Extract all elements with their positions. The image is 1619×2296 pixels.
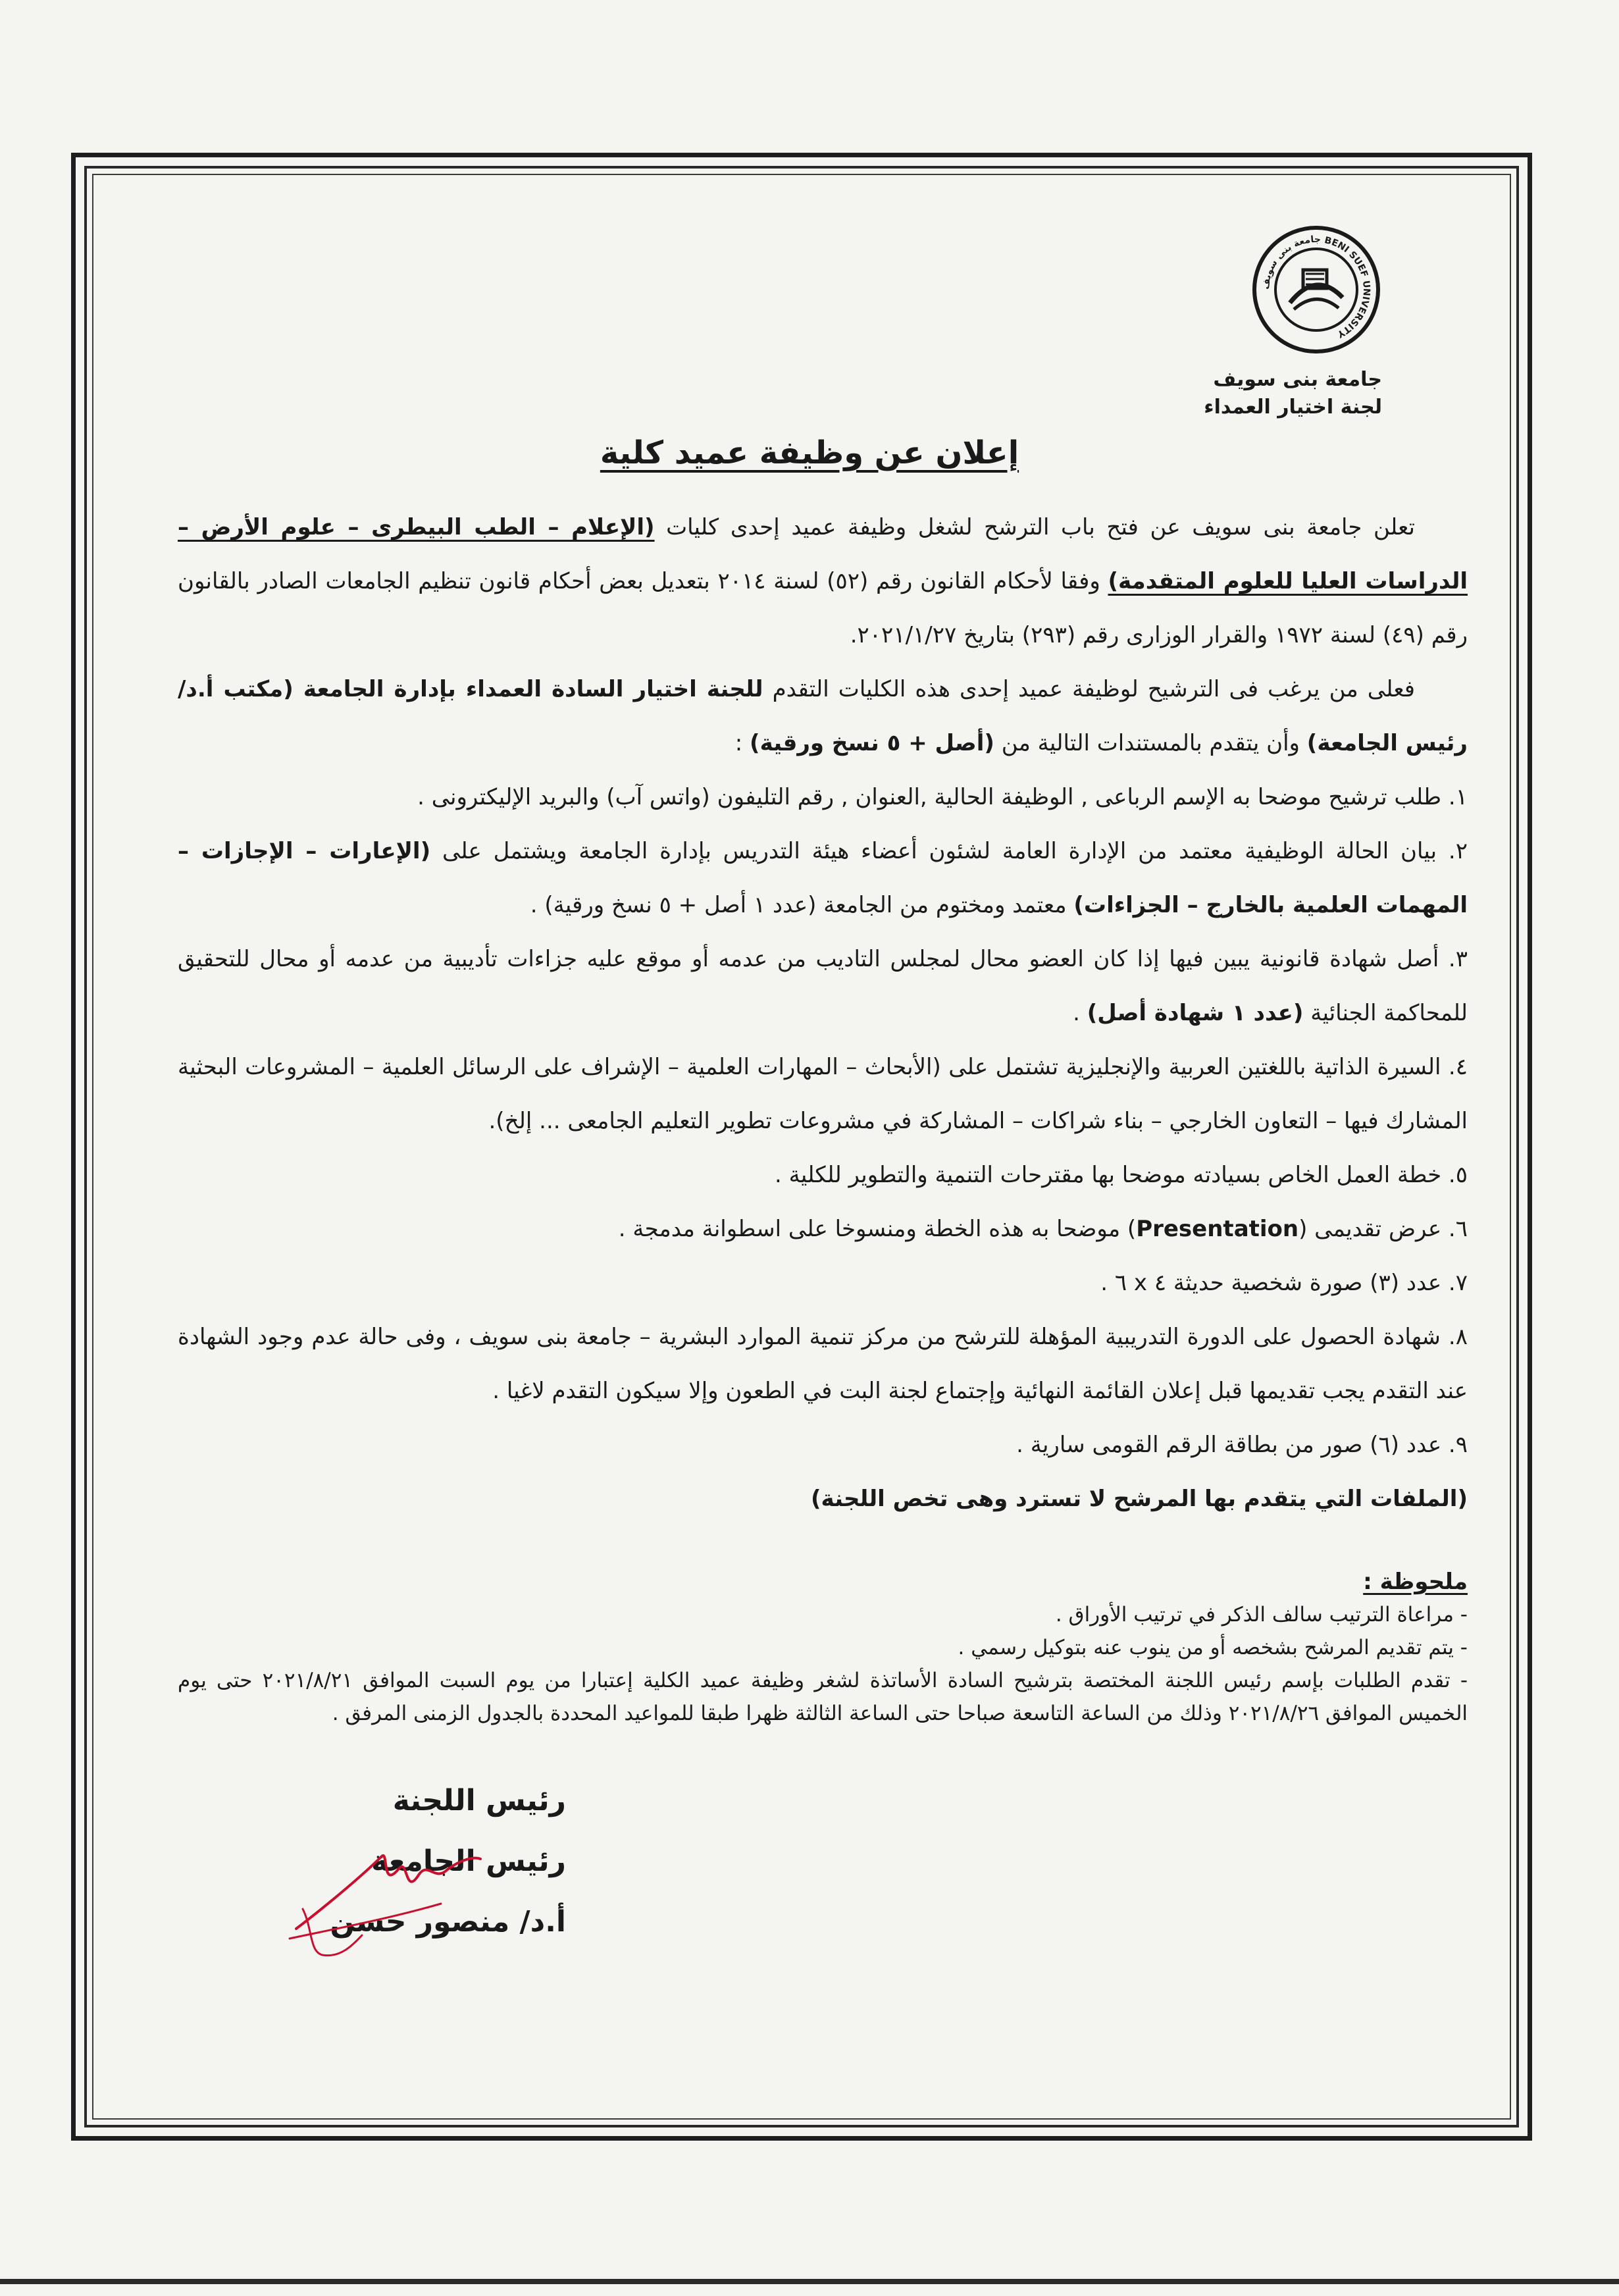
list-item-text: ) موضحا به هذه الخطة ومنسوخا على اسطوانة مدمجة . — [618, 1216, 1137, 1242]
handwritten-signature-icon — [283, 1830, 494, 1968]
university-header — [1145, 366, 1382, 421]
committee-office: للجنة اختيار السادة العمداء بإدارة الجامعة (مكتب أ.د/ رئيس الجامعة) — [178, 676, 1468, 756]
list-item — [178, 932, 1468, 1040]
page-title: إعلان عن وظيفة عميد كلية — [600, 434, 1019, 471]
list-item-emphasis: (عدد ١ شهادة أصل) — [1087, 1000, 1304, 1026]
list-item-text: . — [1073, 1000, 1087, 1026]
notes-title: ملحوظة : — [1363, 1569, 1468, 1595]
committee-name: لجنة اختيار العمداء — [1204, 396, 1382, 419]
intro-paragraph — [178, 500, 1468, 662]
presentation-word: Presentation — [1136, 1216, 1299, 1242]
university-name: جامعة بنى سويف — [1213, 368, 1382, 391]
university-seal-icon — [1250, 224, 1382, 355]
bottom-scan-edge — [0, 2279, 1619, 2284]
list-item: ٧. عدد (٣) صورة شخصية حديثة ٤ x ٦ . — [1100, 1270, 1468, 1296]
list-item-text: ٢. بيان الحالة الوظيفية معتمد من الإدارة العامة لشئون أعضاء هيئة التدريس بإدارة الجامعة ويشتمل على — [430, 838, 1468, 864]
intro-law-text: وفقا لأحكام القانون رقم (٥٢) لسنة ٢٠١٤ بتعديل بعض أحكام قانون تنظيم الجامعات الصادر بالقانون رقم (٤٩) لسنة ١٩٧٢ والقرار الوزارى رقم (٢٩٣) بتاريخ ٢٠٢١/١/٢٧. — [178, 568, 1468, 648]
colleges-list: (الإعلام – الطب البيطرى – علوم الأرض – الدراسات العليا للعلوم المتقدمة) — [178, 514, 1468, 594]
list-item-text: ٦. عرض تقديمى ( — [1298, 1216, 1468, 1242]
signature-role-committee: رئيس اللجنة — [392, 1784, 566, 1817]
list-item: ١. طلب ترشيح موضحا به الإسم الرباعى , الوظيفة الحالية ,العنوان , رقم التليفون (واتس آب) والبريد الإليكترونى . — [417, 784, 1468, 810]
copies-required: (أصل + ٥ نسخ ورقية) — [750, 730, 994, 756]
announcement-body — [178, 500, 1468, 1526]
list-item: ٥. خطة العمل الخاص بسيادته موضحا بها مقترحات التنمية والتطوير للكلية . — [774, 1162, 1468, 1188]
list-item: ٤. السيرة الذاتية باللغتين العربية والإنجليزية تشتمل على (الأبحاث – المهارات العلمية – الإشراف على الرسائل العلمية – المشروعات البحثية المشارك فيها – التعاون الخارجي – بناء شراكات – المشاركة في مشروعات تطوير التعليم الجامعى ... إلخ). — [178, 1054, 1468, 1134]
list-item — [178, 1202, 1468, 1256]
list-item — [178, 824, 1468, 932]
closing-note: (الملفات التي يتقدم بها المرشح لا تسترد وهى تخص اللجنة) — [811, 1486, 1468, 1512]
note-item: - مراعاة الترتيب سالف الذكر في ترتيب الأوراق . — [1055, 1603, 1468, 1627]
note-item: - يتم تقديم المرشح بشخصه أو من ينوب عنه بتوكيل رسمي . — [958, 1636, 1468, 1659]
signatory-name: أ.د/ منصور حسن — [330, 1905, 566, 1939]
seal-text: جامعة بنى سويف BENI SUEF UNIVERSITY — [1260, 234, 1372, 340]
notes-section — [178, 1565, 1468, 1730]
application-text: فعلى من يرغب فى الترشيح لوظيفة عميد إحدى هذه الكليات التقدم — [763, 676, 1415, 702]
application-paragraph — [178, 662, 1468, 770]
list-item-text: معتمد ومختوم من الجامعة (عدد ١ أصل + ٥ نسخ ورقية) . — [530, 892, 1074, 918]
list-item: ٩. عدد (٦) صور من بطاقة الرقم القومى سارية . — [1016, 1432, 1468, 1458]
intro-text: تعلن جامعة بنى سويف عن فتح باب الترشح لشغل وظيفة عميد إحدى كليات — [654, 514, 1415, 540]
application-docs-text: وأن يتقدم بالمستندات التالية من — [994, 730, 1307, 756]
note-item: - تقدم الطلبات بإسم رئيس اللجنة المختصة بترشيح السادة الأساتذة لشغر وظيفة عميد الكلية إعتبارا من يوم السبت الموافق ٢٠٢١/٨/٢١ حتى يوم الخميس الموافق ٢٠٢١/٨/٢٦ وذلك من الساعة التاسعة صباحا حتى الساعة الثالثة ظهرا طبقا للمواعيد المحددة بالجدول الزمنى المرفق . — [178, 1669, 1468, 1725]
signature-role-university: رئيس الجامعة — [371, 1844, 566, 1878]
list-item: ٨. شهادة الحصول على الدورة التدريبية المؤهلة للترشح من مركز تنمية الموارد البشرية – جامعة بنى سويف ، وفى حالة عدم وجود الشهادة عند التقدم يجب تقديمها قبل إعلان القائمة النهائية وإجتماع لجنة البت في الطعون وإلا سيكون التقدم لاغيا . — [178, 1324, 1468, 1404]
list-item-text: ٣. أصل شهادة قانونية يبين فيها إذا كان العضو محال لمجلس التاديب من عدمه أو موقع عليه جزاءات تأديبية من عدمه أو محال للتحقيق للمحاكمة الجنائية — [178, 946, 1468, 1026]
application-colon: : — [734, 730, 750, 756]
list-item-emphasis: (الإعارات – الإجازات – المهمات العلمية بالخارج – الجزاءات) — [178, 838, 1468, 918]
